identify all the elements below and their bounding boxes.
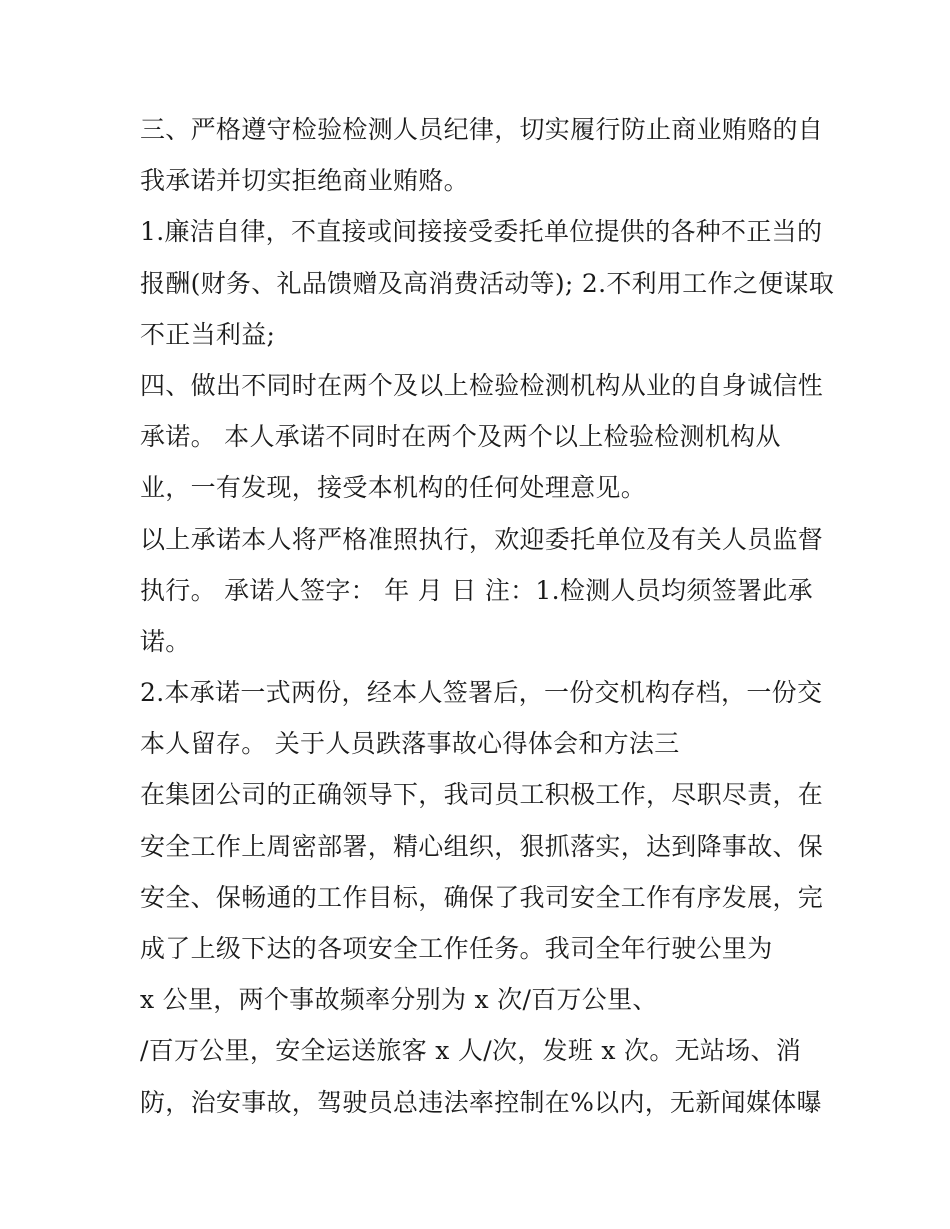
text-line: 成了上级下达的各项安全工作任务。我司全年行驶公里为 [140, 934, 773, 963]
text-line: 安全、保畅通的工作目标，确保了我司安全工作有序发展，完 [140, 882, 824, 912]
text-line: 2.本承诺一式两份，经本人签署后，一份交机构存档，一份交 [140, 678, 823, 708]
text-line: 业，一有发现，接受本机构的任何处理意见。 [140, 473, 647, 503]
text-line: 在集团公司的正确领导下，我司员工积极工作，尽职尽责，在 [140, 780, 824, 810]
document-body [140, 104, 835, 1128]
text-line: x 公里，两个事故频率分别为 x 次/百万公里、 [140, 985, 658, 1015]
text-line: 以上承诺本人将严格准照执行，欢迎委托单位及有关人员监督 [140, 524, 824, 554]
text-line: 安全工作上周密部署，精心组织，狠抓落实，达到降事故、保 [140, 831, 824, 861]
text-line: 承诺。 本人承诺不同时在两个及两个以上检验检测机构从 [140, 422, 781, 452]
text-line: 本人留存。 关于人员跌落事故心得体会和方法三 [140, 729, 680, 759]
text-line: 不正当利益; [140, 319, 276, 349]
text-line: 我承诺并切实拒绝商业贿赂。 [140, 166, 469, 196]
text-line: 执行。 承诺人签字： 年 月 日 注：1.检测人员均须签署此承 [140, 575, 813, 605]
text-line: 四、做出不同时在两个及以上检验检测机构从业的自身诚信性 [140, 370, 824, 400]
text-line: 1.廉洁自律，不直接或间接接受委托单位提供的各种不正当的 [140, 217, 823, 247]
text-line: 报酬(财务、礼品馈赠及高消费活动等); 2.不利用工作之便谋取 [140, 268, 835, 298]
text-line: 诺。 [140, 626, 191, 656]
text-line: 防，治安事故，驾驶员总违法率控制在%以内，无新闻媒体曝 [140, 1087, 822, 1117]
text-line: 三、严格遵守检验检测人员纪律，切实履行防止商业贿赂的自 [140, 115, 824, 144]
text-line: /百万公里，安全运送旅客 x 人/次，发班 x 次。无站场、消 [140, 1036, 802, 1066]
